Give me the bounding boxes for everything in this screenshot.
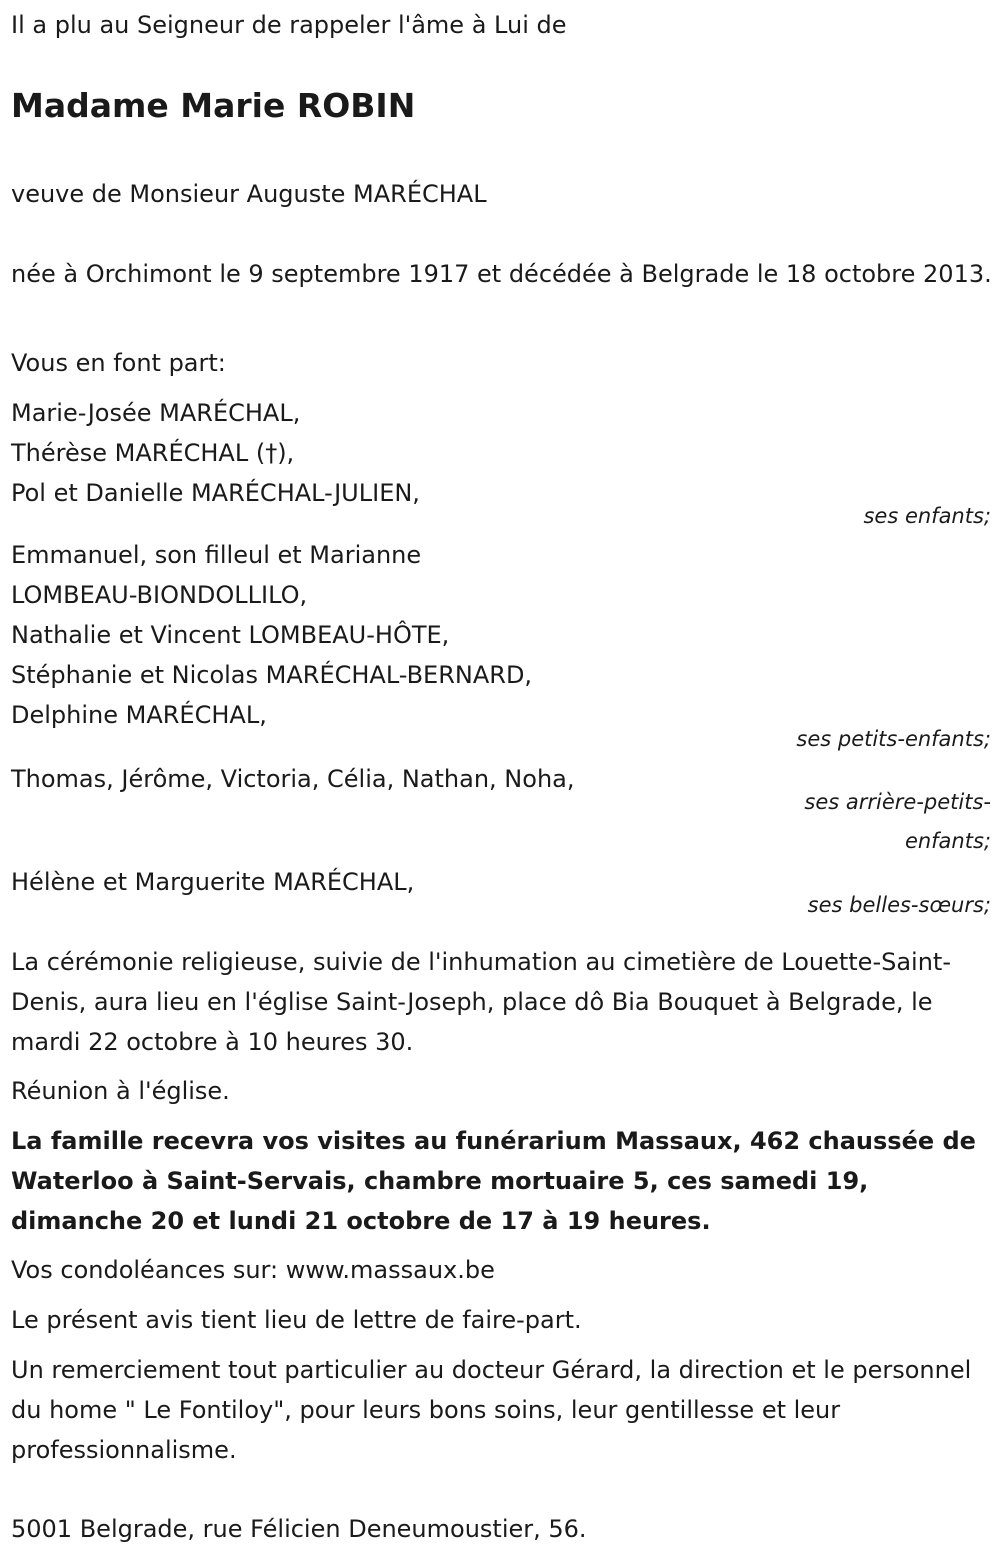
sisters-in-law-role: ses belles-sœurs;: [807, 893, 991, 917]
great-grandchildren-role-line1: ses arrière-petits-: [804, 790, 991, 814]
child-name: Thérèse MARÉCHAL (†),: [11, 439, 295, 467]
announce-text: Vous en font part:: [11, 349, 226, 377]
great-grandchildren-role-line2: enfants;: [904, 829, 991, 853]
meeting-text: Réunion à l'église.: [11, 1077, 230, 1105]
child-name: Pol et Danielle MARÉCHAL-JULIEN,: [11, 479, 420, 507]
grandchild-name: Emmanuel, son filleul et Marianne: [11, 541, 422, 569]
deceased-name: Madame Marie ROBIN: [11, 86, 416, 125]
widow-of-text: veuve de Monsieur Auguste MARÉCHAL: [11, 180, 487, 208]
child-name: Marie-Josée MARÉCHAL,: [11, 399, 301, 427]
sisters-in-law-names: Hélène et Marguerite MARÉCHAL,: [11, 868, 415, 896]
grandchildren-role: ses petits-enfants;: [796, 727, 991, 751]
grandchild-name: Nathalie et Vincent LOMBEAU-HÔTE,: [11, 621, 450, 649]
notice-text: Le présent avis tient lieu de lettre de faire-part.: [11, 1306, 582, 1334]
grandchild-name: Stéphanie et Nicolas MARÉCHAL-BERNARD,: [11, 661, 533, 689]
ceremony-text: La cérémonie religieuse, suivie de l'inhumation au cimetière de Louette-Saint-Denis, aura lieu en l'église Saint-Joseph, place dô Bia Bouquet à Belgrade, le mardi 22 octobre à 10 heures 30.: [11, 948, 951, 1056]
thanks-text: Un remerciement tout particulier au docteur Gérard, la direction et le personnel du home " Le Fontiloy", pour leurs bons soins, leur gentillesse et leur professionnalisme.: [11, 1356, 972, 1464]
visits-text: La famille recevra vos visites au funérarium Massaux, 462 chaussée de Waterloo à Saint-Servais, chambre mortuaire 5, ces samedi 19, dimanche 20 et lundi 21 octobre de 17 à 19 heures.: [11, 1127, 976, 1235]
grandchild-name: LOMBEAU-BIONDOLLILO,: [11, 581, 308, 609]
birth-death-text: née à Orchimont le 9 septembre 1917 et décédée à Belgrade le 18 octobre 2013.: [11, 260, 992, 288]
great-grandchildren-names: Thomas, Jérôme, Victoria, Célia, Nathan, Noha,: [11, 765, 575, 793]
children-role: ses enfants;: [863, 504, 991, 528]
address-text: 5001 Belgrade, rue Félicien Deneumoustier, 56.: [11, 1515, 587, 1543]
intro-text: Il a plu au Seigneur de rappeler l'âme à Lui de: [11, 11, 567, 39]
condolences-text: Vos condoléances sur: www.massaux.be: [11, 1256, 495, 1284]
grandchild-name: Delphine MARÉCHAL,: [11, 701, 267, 729]
